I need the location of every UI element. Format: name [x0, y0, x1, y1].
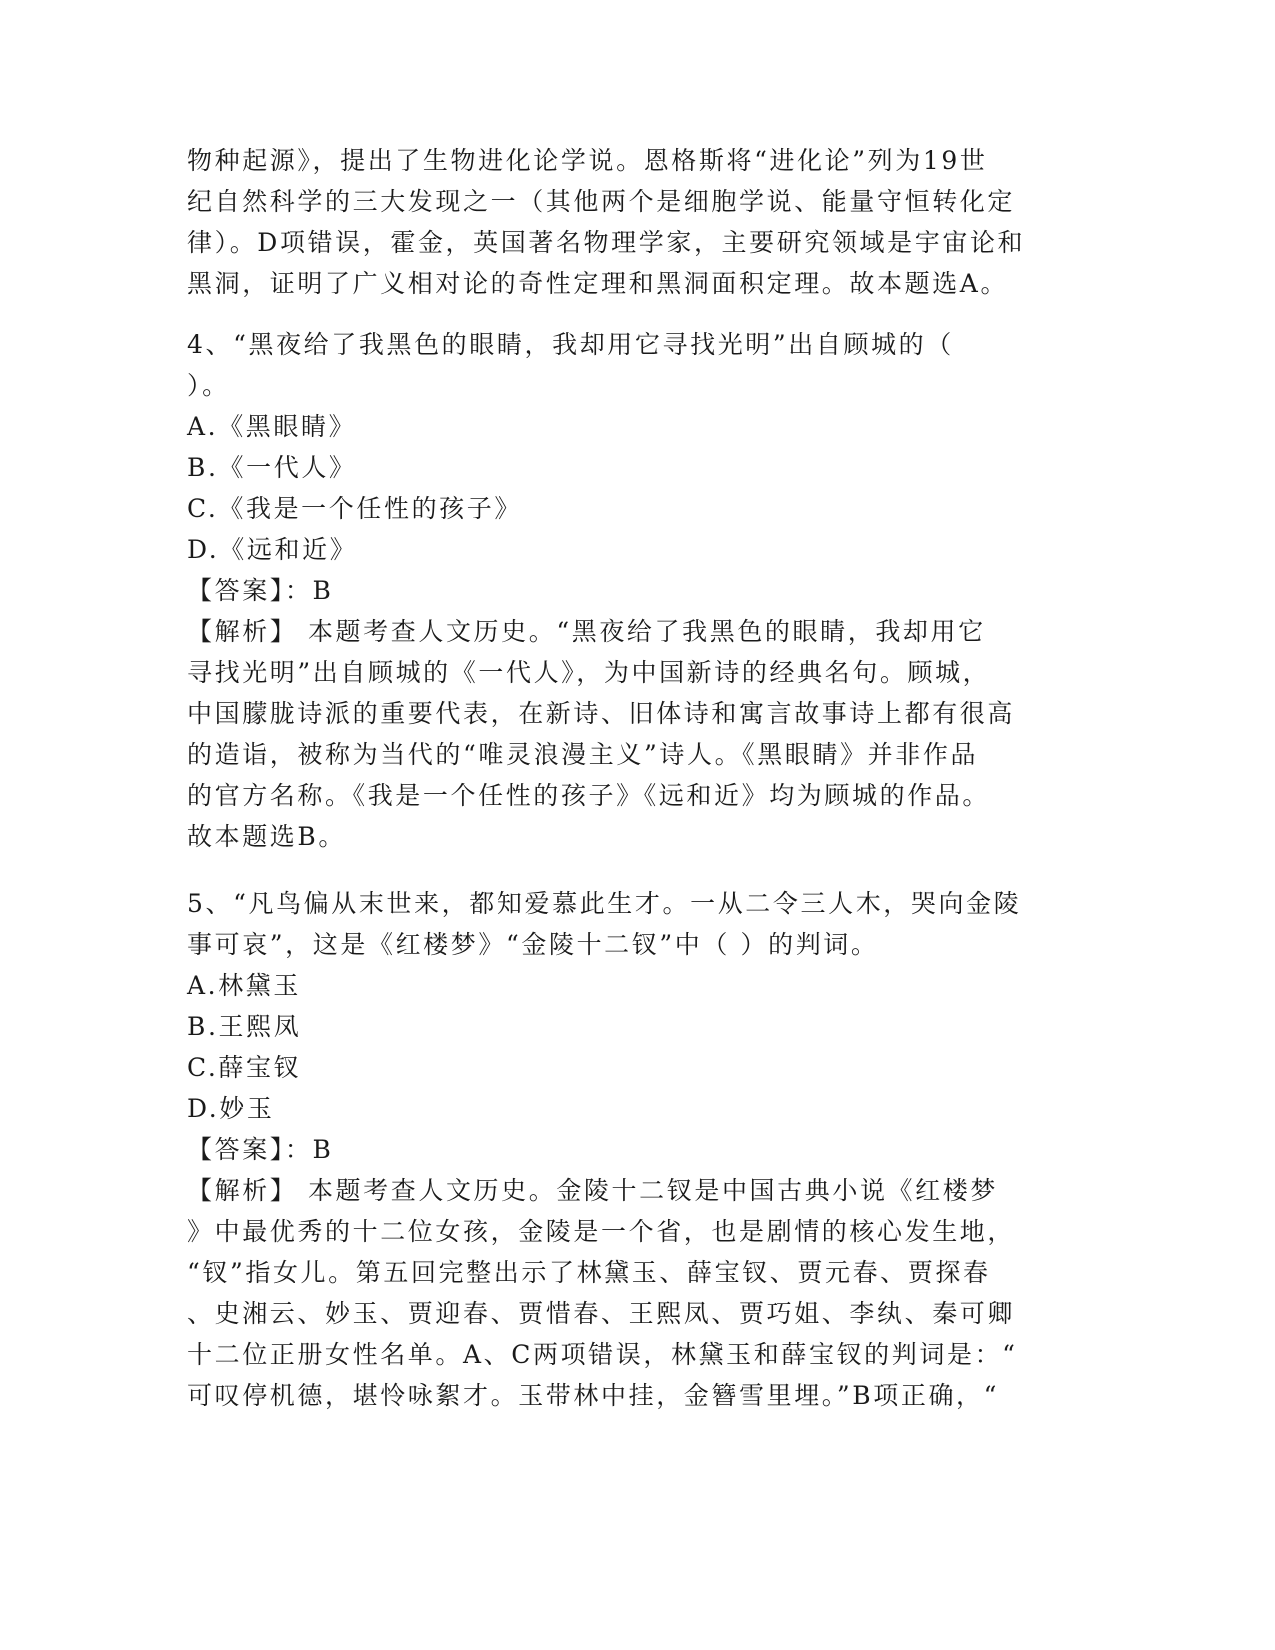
q4-analysis-line-4: 的造诣，被称为当代的“唯灵浪漫主义”诗人。《黑眼睛》并非作品	[187, 740, 979, 769]
q4-option-d: D.《远和近》	[187, 535, 358, 564]
intro-line-2: 纪自然科学的三大发现之一（其他两个是细胞学说、能量守恒转化定	[187, 187, 1016, 216]
q5-answer: 【答案】：B	[187, 1135, 334, 1164]
q5-analysis-line-4: 、史湘云、妙玉、贾迎春、贾惜春、王熙凤、贾巧姐、李纨、秦可卿	[187, 1299, 1016, 1328]
q5-option-b: B.王熙凤	[187, 1012, 302, 1041]
q5-analysis-line-3: “钗”指女儿。第五回完整出示了林黛玉、薛宝钗、贾元春、贾探春	[187, 1258, 991, 1287]
q4-question-line-2: ）。	[187, 371, 230, 400]
q5-analysis-line-1: 【解析】 本题考查人文历史。金陵十二钗是中国古典小说《红楼梦	[187, 1176, 998, 1205]
q4-analysis-line-6: 故本题选B。	[187, 822, 346, 851]
q4-analysis-line-5: 的官方名称。《我是一个任性的孩子》《远和近》均为顾城的作品。	[187, 781, 991, 810]
intro-line-3: 律）。D项错误，霍金，英国著名物理学家，主要研究领域是宇宙论和	[187, 228, 1026, 257]
q5-question-line-2: 事可哀”，这是《红楼梦》“金陵十二钗”中（ ）的判词。	[187, 930, 879, 959]
q5-option-c: C.薛宝钗	[187, 1053, 302, 1082]
q5-option-a: A.林黛玉	[187, 971, 302, 1000]
intro-line-4: 黑洞，证明了广义相对论的奇性定理和黑洞面积定理。故本题选A。	[187, 269, 1009, 298]
q5-analysis-line-2: 》中最优秀的十二位女孩，金陵是一个省，也是剧情的核心发生地，	[187, 1217, 1016, 1246]
q5-question-line-1: 5、“凡鸟偏从末世来，都知爱慕此生才。一从二令三人木，哭向金陵	[187, 889, 1022, 918]
intro-line-1: 物种起源》，提出了生物进化论学说。恩格斯将“进化论”列为19世	[187, 146, 988, 175]
q5-option-d: D.妙玉	[187, 1094, 275, 1123]
q4-option-a: A.《黑眼睛》	[187, 412, 357, 441]
q4-option-c: C.《我是一个任性的孩子》	[187, 494, 522, 523]
q4-answer: 【答案】：B	[187, 576, 334, 605]
q4-analysis-line-2: 寻找光明”出自顾城的《一代人》，为中国新诗的经典名句。顾城，	[187, 658, 991, 687]
q4-option-b: B.《一代人》	[187, 453, 357, 482]
q4-analysis-line-1: 【解析】 本题考查人文历史。“黑夜给了我黑色的眼睛，我却用它	[187, 617, 986, 646]
q5-analysis-line-6: 可叹停机德，堪怜咏絮才。玉带林中挂，金簪雪里埋。”B项正确，“	[187, 1381, 1000, 1410]
q4-analysis-line-3: 中国朦胧诗派的重要代表，在新诗、旧体诗和寓言故事诗上都有很高	[187, 699, 1016, 728]
q4-question-line-1: 4、“黑夜给了我黑色的眼睛，我却用它寻找光明”出自顾城的（	[187, 330, 954, 359]
q5-analysis-line-5: 十二位正册女性名单。A、C两项错误，林黛玉和薛宝钗的判词是：“	[187, 1340, 1018, 1369]
